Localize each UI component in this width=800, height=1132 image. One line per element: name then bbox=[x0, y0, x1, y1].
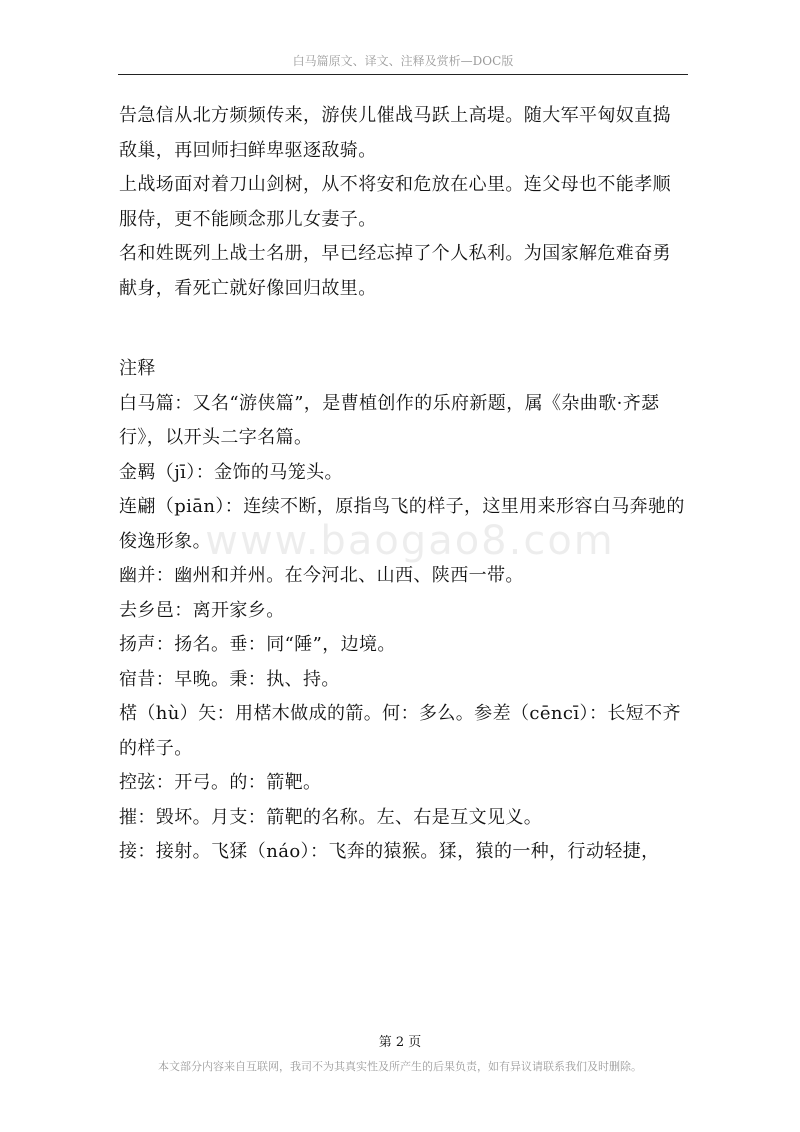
note-item: 白马篇：又名“游侠篇”，是曹植创作的乐府新题，属《杂曲歌·齐瑟行》，以开头二字名篇。 bbox=[119, 392, 660, 448]
note-item: 楛（hù）矢：用楛木做成的箭。何：多么。参差（cēncī）：长短不齐的样子。 bbox=[119, 703, 681, 759]
note-item: 去乡邑：离开家乡。 bbox=[119, 599, 285, 621]
page-footer: 本文部分内容来自互联网，我司不为其真实性及所产生的后果负责，如有异议请联系我们及时删除。 bbox=[158, 1060, 642, 1073]
document-body bbox=[119, 99, 689, 870]
translation-paragraph-3: 名和姓既列上战士名册，早已经忘掉了个人私利。为国家解危难奋勇献身，看死亡就好像回归故里。 bbox=[119, 243, 671, 299]
page-header: 白马篇原文、译文、注释及赏析—DOC版 bbox=[292, 54, 514, 68]
watermark: www.baogao8.com bbox=[205, 518, 615, 564]
section-gap bbox=[119, 306, 689, 352]
note-item: 连翩（piān）：连续不断，原指鸟飞的样子，这里用来形容白马奔驰的俊逸形象。 bbox=[119, 496, 685, 552]
note-item: 幽并：幽州和并州。在今河北、山西、陕西一带。 bbox=[119, 565, 524, 586]
translation-paragraph-2: 上战场面对着刀山剑树，从不将安和危放在心里。连父母也不能孝顺服侍，更不能顾念那儿女妻子。 bbox=[119, 174, 671, 230]
header-rule bbox=[118, 74, 688, 75]
note-item: 摧：毁坏。月支：箭靶的名称。左、右是互文见义。 bbox=[119, 806, 543, 828]
note-item: 扬声：扬名。垂：同“陲”，边境。 bbox=[119, 634, 396, 655]
notes-heading: 注释 bbox=[119, 358, 156, 379]
note-item: 接：接射。飞猱（náo）：飞奔的猿猴。猱，猿的一种，行动轻捷， bbox=[119, 841, 660, 862]
note-item: 宿昔：早晚。秉：执、持。 bbox=[119, 668, 340, 690]
note-item: 控弦：开弓。的：箭靶。 bbox=[119, 772, 322, 793]
translation-paragraph-1: 告急信从北方频频传来，游侠儿催战马跃上高堤。随大军平匈奴直捣敌巢，再回师扫鲜卑驱逐敌骑。 bbox=[119, 105, 671, 161]
note-item: 金羁（jī）：金饰的马笼头。 bbox=[119, 461, 343, 483]
page-number: 第 2 页 bbox=[378, 1035, 422, 1050]
